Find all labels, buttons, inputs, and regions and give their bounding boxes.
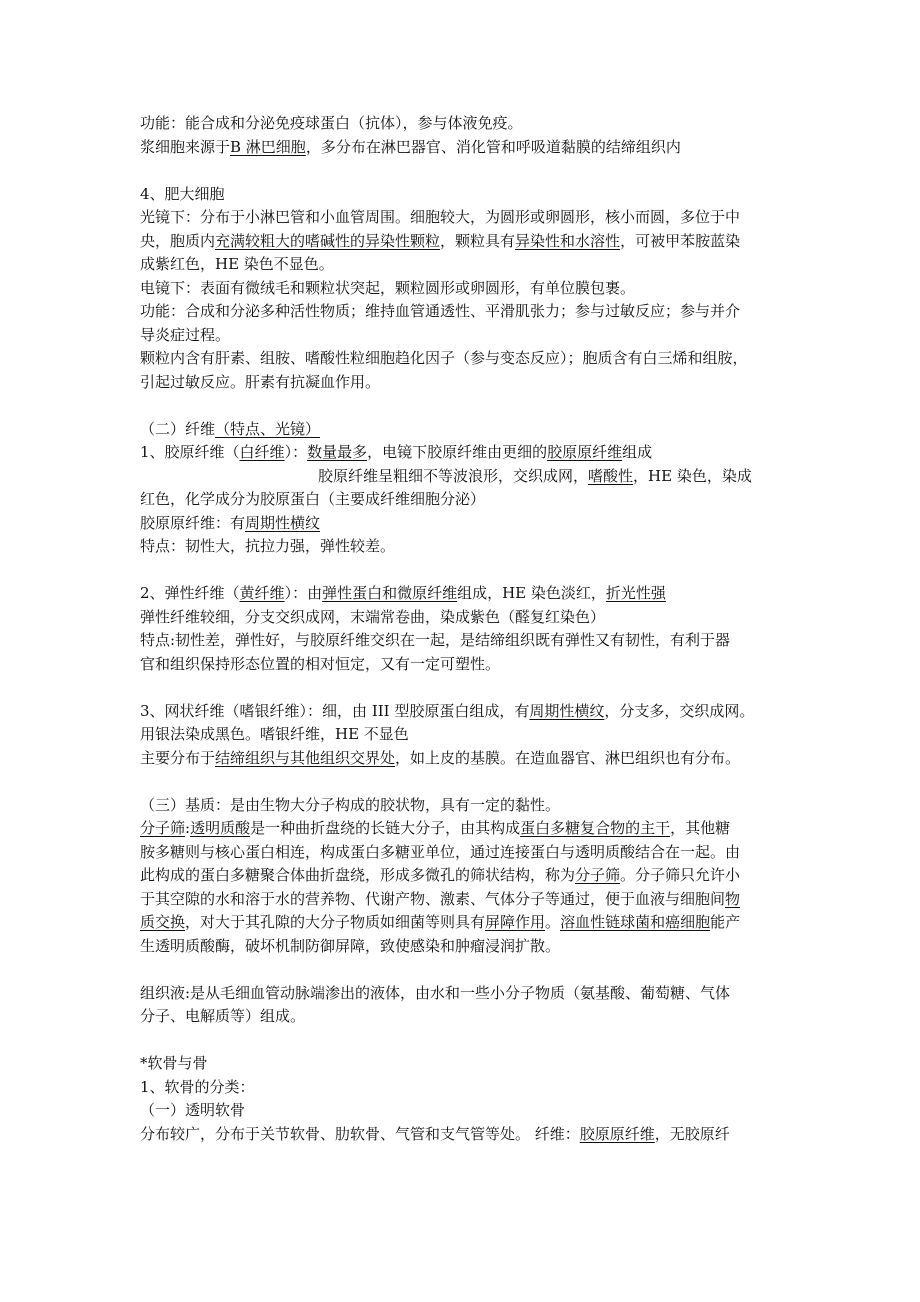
text-run: 功能：能合成和分泌免疫球蛋白（抗体），参与体液免疫。 xyxy=(140,114,523,132)
text-run: 3、网状纤维（嗜银纤维）：细，由 III 型胶原蛋白组成，有 xyxy=(140,701,530,720)
text-line xyxy=(140,1076,788,1100)
underlined-term: 结缔组织与其他组织交界处 xyxy=(215,748,396,767)
text-line xyxy=(140,1005,788,1029)
text-run: 此构成的蛋白多糖聚合体曲折盘绕，形成多微孔的筛状结构，称为 xyxy=(140,866,576,884)
text-line xyxy=(140,935,788,959)
text-run: （一）透明软骨 xyxy=(140,1101,246,1119)
underlined-term: 分子筛 xyxy=(575,866,621,884)
underlined-term: 异染性和水溶性 xyxy=(515,231,621,250)
text-line xyxy=(140,1052,788,1076)
text-run: 组成，HE 染色淡红， xyxy=(457,584,606,602)
text-run: ，分支多，交织成网。 xyxy=(604,701,755,720)
text-run: 导炎症过程。 xyxy=(140,325,231,344)
text-line xyxy=(140,723,788,747)
blank-line xyxy=(140,958,788,982)
text-run: 于其空隙的水和溶于水的营养物、代谢产物、激素、气体分子等通过，便于血液与细胞间 xyxy=(140,889,726,908)
underlined-term: 折光性强 xyxy=(605,584,666,602)
text-line xyxy=(140,911,788,935)
text-run: 浆细胞来源于 xyxy=(140,137,231,156)
text-run: 胶原纤维呈粗细不等波浪形，交织成网， xyxy=(318,466,589,485)
underlined-term: 弹性蛋白和微原纤维 xyxy=(322,584,458,602)
text-line xyxy=(140,300,788,324)
text-run: 组织液:是从毛细血管动脉端渗出的液体，由水和一些小分子物质（氨基酸、葡萄糖、气体 xyxy=(140,983,731,1002)
text-line xyxy=(140,700,788,724)
text-run: 用银法染成黑色。嗜银纤维，HE 不显色 xyxy=(140,725,409,743)
text-run: 主要分布于 xyxy=(140,748,216,767)
text-run: 组成 xyxy=(622,443,653,461)
text-line xyxy=(140,277,788,301)
text-line xyxy=(140,653,788,677)
text-line xyxy=(140,982,788,1006)
text-line xyxy=(140,347,788,371)
document-page xyxy=(140,112,788,1146)
text-line xyxy=(140,206,788,230)
underlined-term: （特点、光镜） xyxy=(215,419,321,438)
text-run: 光镜下：分布于小淋巴管和小血管周围。细胞较大，为圆形或卵圆形，核小而圆，多位于中 xyxy=(140,208,741,226)
text-run: 。分子筛只允许小 xyxy=(620,866,741,884)
underlined-term: 胶原原纤维 xyxy=(579,1124,655,1143)
blank-line xyxy=(140,394,788,418)
text-line xyxy=(140,794,788,818)
text-line xyxy=(140,441,788,465)
text-run: *软骨与骨 xyxy=(140,1054,208,1072)
text-line xyxy=(140,582,788,606)
underlined-term: 溶血性链球菌和癌细胞 xyxy=(560,913,711,931)
text-run: 功能：合成和分泌多种活性物质；维持血管通透性、平滑肌张力；参与过敏反应；参与并介 xyxy=(140,302,741,320)
text-line xyxy=(140,1099,788,1123)
text-run: 特点:韧性差，弹性好，与胶原纤维交织在一起，是结缔组织既有弹性又有韧性，有利于器 xyxy=(140,631,731,649)
text-line xyxy=(140,747,788,771)
text-line xyxy=(140,535,788,559)
text-line xyxy=(140,136,788,160)
underlined-term: 嗜酸性 xyxy=(588,466,634,485)
text-line xyxy=(140,888,788,912)
blank-line xyxy=(140,559,788,583)
underlined-term: B 淋巴细胞 xyxy=(230,137,306,156)
text-line xyxy=(140,418,788,442)
blank-line xyxy=(140,770,788,794)
text-line xyxy=(140,606,788,630)
text-run: ，无胶原纤 xyxy=(654,1124,730,1143)
text-run: 央，胞质内 xyxy=(140,231,216,250)
text-line xyxy=(140,183,788,207)
text-run: ，对大于其孔隙的大分子物质如细菌等则具有 xyxy=(185,913,486,931)
blank-line xyxy=(140,676,788,700)
underlined-term: 透明质酸 xyxy=(190,819,251,837)
text-run: 能产 xyxy=(710,913,741,931)
text-line xyxy=(140,465,788,489)
text-line xyxy=(140,112,788,136)
text-run: ）： xyxy=(284,443,308,461)
text-run: ，多分布在淋巴器官、消化管和呼吸道黏膜的结缔组织内 xyxy=(305,137,681,156)
text-run: ）：由 xyxy=(284,584,323,602)
text-run: ，如上皮的基膜。在造血器官、淋巴组织也有分布。 xyxy=(395,748,741,767)
text-run: 电镜下：表面有微绒毛和颗粒状突起，颗粒圆形或卵圆形，有单位膜包裹。 xyxy=(140,278,636,297)
underlined-term: 周期性横纹 xyxy=(529,701,605,720)
text-run: （二）纤维 xyxy=(140,419,216,438)
text-run: 4、肥大细胞 xyxy=(140,184,225,203)
blank-line xyxy=(140,159,788,183)
text-line xyxy=(140,488,788,512)
text-line xyxy=(140,371,788,395)
text-run: ，HE 染色，染成 xyxy=(633,466,752,485)
underlined-term: 胶原原纤维 xyxy=(547,443,623,461)
text-run: 颗粒内含有肝素、组胺、嗜酸性粒细胞趋化因子（参与变态反应）；胞质含有白三烯和组胺， xyxy=(140,349,748,367)
blank-line xyxy=(140,1029,788,1053)
text-run: 红色，化学成分为胶原蛋白（主要成纤维细胞分泌） xyxy=(140,490,486,508)
text-run: ，颗粒具有 xyxy=(440,231,516,250)
text-run: （三）基质：是由生物大分子构成的胶状物，具有一定的黏性。 xyxy=(140,795,561,814)
underlined-term: 蛋白多糖复合物的主干 xyxy=(520,819,671,837)
text-line xyxy=(140,324,788,348)
text-line xyxy=(140,253,788,277)
text-line xyxy=(140,1123,788,1147)
underlined-term: 物 xyxy=(725,889,741,908)
text-run: 特点：韧性大，抗拉力强，弹性较差。 xyxy=(140,537,396,555)
text-run: 1、软骨的分类： xyxy=(140,1077,255,1096)
text-run: 引起过敏反应。肝素有抗凝血作用。 xyxy=(140,372,381,391)
text-line xyxy=(140,512,788,536)
text-run: 分子、电解质等）组成。 xyxy=(140,1007,306,1025)
underlined-term: 充满较粗大的嗜碱性的异染性颗粒 xyxy=(215,231,441,250)
underlined-term: 质交换 xyxy=(140,913,186,931)
underlined-term: 黄纤维 xyxy=(239,584,285,602)
text-run: 生透明质酸酶，破坏机制防御屏障，致使感染和肿瘤浸润扩散。 xyxy=(140,936,561,955)
text-line xyxy=(140,230,788,254)
text-run: ，电镜下胶原纤维由更细的 xyxy=(367,443,548,461)
text-run: 胶原原纤维：有 xyxy=(140,513,246,532)
text-run: 弹性纤维较细，分支交织成网，末端常卷曲，染成紫色（醛复红染色） xyxy=(140,607,606,626)
underlined-term: 分子筛 xyxy=(140,819,186,837)
text-run: 成紫红色，HE 染色不显色。 xyxy=(140,255,334,273)
text-run: 。 xyxy=(545,913,561,931)
text-run: 是一种曲折盘绕的长链大分子，由其构成 xyxy=(250,819,521,837)
text-run: 1、胶原纤维（ xyxy=(140,443,240,461)
text-line xyxy=(140,817,788,841)
text-run: : xyxy=(185,819,191,837)
text-line xyxy=(140,864,788,888)
underlined-term: 周期性横纹 xyxy=(245,513,321,532)
text-run: ，其他糖 xyxy=(670,819,731,837)
text-line xyxy=(140,841,788,865)
text-run: 官和组织保持形态位置的相对恒定，又有一定可塑性。 xyxy=(140,654,501,673)
underlined-term: 白纤维 xyxy=(239,443,285,461)
text-line xyxy=(140,629,788,653)
underlined-term: 屏障作用 xyxy=(485,913,546,931)
underlined-term: 数量最多 xyxy=(307,443,368,461)
text-run: 胺多糖则与核心蛋白相连，构成蛋白多糖亚单位，通过连接蛋白与透明质酸结合在一起。由 xyxy=(140,842,741,861)
text-run: ，可被甲苯胺蓝染 xyxy=(620,231,741,250)
text-run: 2、弹性纤维（ xyxy=(140,584,240,602)
text-run: 分布较广，分布于关节软骨、肋软骨、气管和支气管等处。 纤维： xyxy=(140,1124,580,1143)
